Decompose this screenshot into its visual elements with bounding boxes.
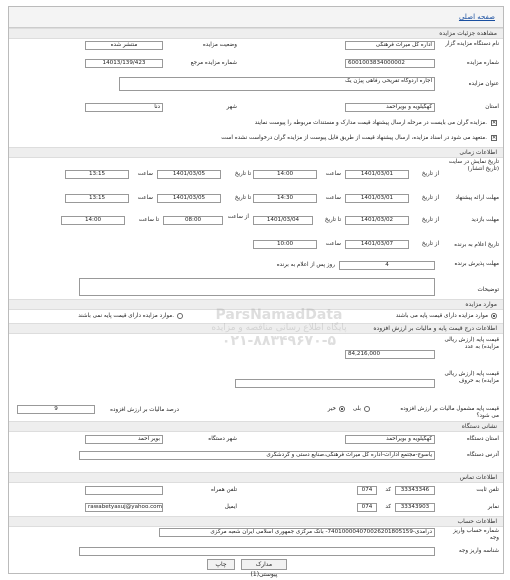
section-contact-header: اطلاعات تماس: [9, 472, 503, 483]
ref-number-field: 14013/139/423: [85, 59, 163, 68]
payment-id-label: شناسه واریز وجه: [458, 548, 499, 554]
watermark-brand: ParsNamadData: [215, 307, 343, 323]
status-field: منتشر شده: [85, 41, 163, 50]
announce-hour-label: ساعت: [325, 241, 341, 247]
phone-code-field: 074: [357, 486, 377, 495]
notes-field: [79, 278, 435, 296]
title-label: عنوان مزایده: [468, 81, 499, 87]
offer-deadline-label: مهلت ارائه پیشنهاد: [455, 195, 499, 201]
visit-from-time: 08:00: [163, 216, 223, 225]
visit-to-hour-label: تا ساعت: [138, 217, 159, 223]
vat-question: قیمت پایه مشمول مالیات بر ارزش افزوده می شود؟: [400, 406, 499, 419]
offer-from-time: 14:30: [253, 194, 317, 203]
offer-to-hour-label: ساعت: [137, 195, 153, 201]
vat-no-label: خیر: [327, 406, 336, 412]
section-auction-header: موارد مزایده: [9, 299, 503, 310]
base-price-field: 84,216,000: [345, 350, 435, 359]
org-province-field: کهگیلویه و بویراحمد: [345, 435, 435, 444]
display-to-time: 13:15: [65, 170, 129, 179]
accept-days-suffix: روز پس از اعلام به برنده: [276, 262, 335, 268]
display-from-date: 1401/03/01: [345, 170, 409, 179]
org-city-field: بویر احمد: [85, 435, 163, 444]
section-account-header: اطلاعات حساب: [9, 516, 503, 527]
visit-to-date-label: تا تاریخ: [324, 217, 341, 223]
visit-from-hour-label: از ساعت: [227, 214, 249, 220]
has-base-price-radio[interactable]: [491, 313, 497, 319]
base-price-label: قیمت پایه (ارزش ریالی مزایده) به عدد: [444, 337, 499, 350]
accept-days-field: 4: [339, 261, 435, 270]
section-price-header: اطلاعات درج قیمت پایه و مالیات بر ارزش افزوده: [9, 323, 503, 334]
mobile-label: تلفن همراه: [210, 487, 237, 493]
visit-from-label: از تاریخ: [421, 217, 439, 223]
phone-field: 33343346: [395, 486, 435, 495]
email-field: rawabetyasuj@yahoo.com: [85, 503, 163, 512]
offer-from-hour-label: ساعت: [325, 195, 341, 201]
attach-required-text: مزایده گران می بایست در مرحله ارسال پیشنهاد قیمت مدارک و مستندات مربوطه را پیوست نمایند.: [254, 120, 487, 126]
display-from-hour-label: ساعت: [325, 171, 341, 177]
display-to-date: 1401/03/05: [157, 170, 221, 179]
no-base-price-label: موارد مزایده دارای قیمت پایه نمی باشند.: [78, 313, 174, 319]
announce-from-label: از تاریخ: [421, 241, 439, 247]
visit-deadline-label: مهلت بازدید: [471, 217, 499, 223]
display-from-label: از تاریخ: [421, 171, 439, 177]
offer-to-label: تا تاریخ: [234, 195, 251, 201]
account-label: شماره حساب واریز وجه: [453, 528, 499, 541]
org-city-label: شهر دستگاه: [208, 436, 237, 442]
status-label: وضعیت مزایده: [202, 42, 237, 48]
visit-from-date: 1401/03/02: [345, 216, 409, 225]
city-field: دنا: [85, 103, 163, 112]
province-label: استان: [485, 104, 499, 110]
visit-to-time: 14:00: [61, 216, 125, 225]
province-field: کهگیلویه و بویراحمد: [345, 103, 435, 112]
fax-code-label: کد: [385, 504, 391, 510]
offer-to-time: 13:15: [65, 194, 129, 203]
offer-to-date: 1401/03/05: [157, 194, 221, 203]
email-label: ایمیل: [224, 504, 237, 510]
auction-details-page: [8, 6, 504, 578]
notes-label: توضیحات: [477, 287, 499, 293]
offer-from-label: از تاریخ: [421, 195, 439, 201]
accept-deadline-label: مهلت پذیرش برنده: [454, 261, 499, 267]
announce-date: 1401/03/07: [345, 240, 409, 249]
city-label: شهر: [226, 104, 237, 110]
phone-label: تلفن ثابت: [476, 487, 499, 493]
home-link[interactable]: صفحه اصلی: [458, 13, 495, 21]
no-base-price-radio[interactable]: [177, 313, 183, 319]
vat-yes-label: بلی: [352, 406, 361, 412]
base-price-words-field: [235, 379, 435, 388]
display-to-label: تا تاریخ: [234, 171, 251, 177]
vat-no-radio[interactable]: [339, 406, 345, 412]
section-details-header: مشاهده جزئیات مزایده: [9, 28, 503, 39]
number-label: شماره مزایده: [466, 60, 499, 66]
org-address-label: آدرس دستگاه: [467, 452, 499, 458]
fax-label: نمابر: [487, 504, 499, 510]
number-field: 6001003834000002: [345, 59, 435, 68]
display-to-hour-label: ساعت: [137, 171, 153, 177]
print-button[interactable]: چاپ: [207, 559, 235, 570]
org-address-field: یاسوج-مجتمع ادارات-اداره کل میراث فرهنگی،صنایع دستی و گردشگری: [79, 451, 435, 460]
vat-percent-field: 9: [17, 405, 95, 414]
display-from-time: 14:00: [253, 170, 317, 179]
offer-from-date: 1401/03/01: [345, 194, 409, 203]
attachments-button[interactable]: مدارک پیوستی(1): [241, 559, 287, 570]
visit-to-date: 1401/03/04: [253, 216, 313, 225]
has-base-price-label: موارد مزایده دارای قیمت پایه می باشند: [395, 313, 488, 319]
fax-field: 33343903: [395, 503, 435, 512]
no-file-offer-text: متعهد می شود در اسناد مزایده، ارسال پیشنهاد قیمت از طریق فایل پیوست از مزایده گران درخواست نشده است.: [221, 135, 487, 141]
org-field: اداره کل میراث فرهنگی: [345, 41, 435, 50]
attach-required-checkbox[interactable]: ✕: [492, 120, 497, 126]
mobile-field: [85, 486, 163, 495]
no-file-offer-checkbox[interactable]: ✕: [492, 135, 497, 141]
ref-number-label: شماره مزایده مرجع: [190, 60, 237, 66]
section-time-header: اطلاعات زمانی: [9, 147, 503, 158]
watermark-tagline: پایگاه اطلاع رسانی مناقصه و مزایده: [211, 323, 347, 333]
display-date-label: تاریخ نمایش در سایت (تاریخ انتشار): [448, 159, 499, 172]
announce-time: 10:00: [253, 240, 317, 249]
fax-code-field: 074: [357, 503, 377, 512]
base-price-words-label: قیمت پایه (ارزش ریالی مزایده) به حروف: [444, 371, 499, 384]
watermark-phone: ۰۲۱-۸۸۳۴۹۶۷۰-۵: [221, 333, 337, 349]
phone-code-label: کد: [385, 487, 391, 493]
org-label: نام دستگاه مزایده گزار: [445, 41, 499, 47]
vat-yes-radio[interactable]: [364, 406, 370, 412]
account-field: درآمدی-740100004070026201805159- بانک مرکزی جمهوری اسلامی ایران شعبه مرکزی: [159, 528, 435, 537]
title-field: اجاره اردوگاه تفریحی رفاهی پیژن یک: [119, 77, 435, 91]
section-location-header: نشانی دستگاه: [9, 421, 503, 432]
org-province-label: استان دستگاه: [466, 436, 499, 442]
vat-percent-label: درصد مالیات بر ارزش افزوده: [110, 407, 179, 413]
top-bar: [9, 7, 503, 28]
announce-label: تاریخ اعلام به برنده: [454, 242, 499, 248]
payment-id-field: [79, 547, 435, 556]
